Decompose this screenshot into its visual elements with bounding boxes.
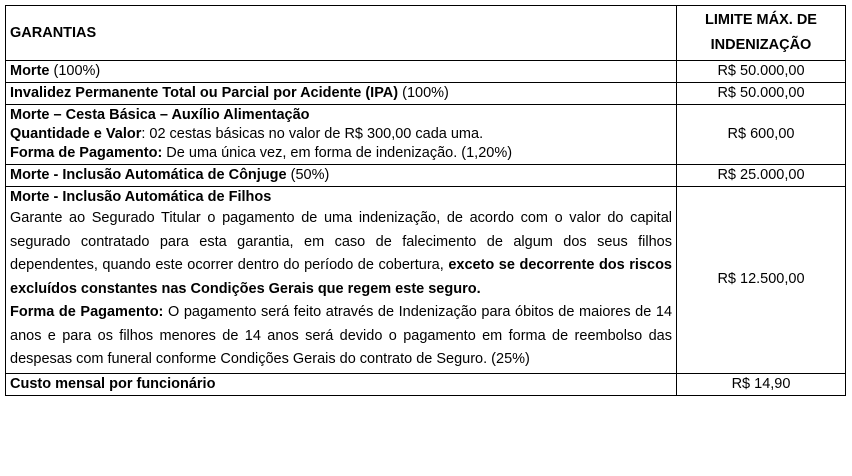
garantia-title: Morte – Cesta Básica – Auxílio Alimentação: [10, 107, 310, 123]
garantia-percent: (50%): [286, 167, 330, 183]
limite-value: R$ 25.000,00: [677, 165, 846, 187]
garantia-percent: (100%): [398, 85, 449, 101]
garantia-title: Morte - Inclusão Automática de Cônjuge: [10, 167, 287, 183]
table-row: [6, 165, 846, 187]
quantidade-valor-text: : 02 cestas básicas no valor de R$ 300,00 cada uma.: [141, 126, 484, 142]
table-row: [6, 105, 846, 165]
garantia-cell: [6, 187, 677, 374]
limite-header: [677, 6, 846, 61]
limite-header-line1: LIMITE MÁX. DE: [705, 12, 817, 28]
table-row: [6, 187, 846, 374]
garantia-title: Invalidez Permanente Total ou Parcial por Acidente (IPA): [10, 85, 399, 101]
garantia-cell: [6, 105, 677, 165]
table-row: [6, 373, 846, 395]
table-row: [6, 61, 846, 83]
forma-pagamento-line: [10, 144, 672, 163]
garantia-description: [10, 207, 672, 301]
garantia-cell: [6, 165, 677, 187]
limite-value: R$ 600,00: [677, 105, 846, 165]
table-header-row: [6, 6, 846, 61]
garantia-percent: (100%): [49, 63, 101, 79]
limite-header-line2: INDENIZAÇÃO: [710, 37, 812, 53]
custo-mensal-value: R$ 14,90: [677, 373, 846, 395]
forma-pagamento-text: O pagamento será feito através de Indenização para óbitos de maiores de 14 anos e para os filhos menores de 14 anos será devido o pagamento em forma de reembolso das despesas com funeral conforme Condições Gerais do contrato de Seguro. (25%): [10, 304, 673, 367]
garantia-description-text: Garante ao Segurado Titular o pagamento de uma indenização, de acordo com o valor do capital segurado contratado para esta garantia, em caso de falecimento de algum dos seus filhos dependentes, quando este ocorrer dentro do período de cobertura,: [10, 210, 672, 273]
garantia-cell: [6, 61, 677, 83]
limite-value: R$ 50.000,00: [677, 83, 846, 105]
quantidade-valor-line: [10, 125, 672, 144]
forma-pagamento-paragraph: [10, 301, 672, 372]
garantias-table: [5, 5, 846, 396]
garantia-exclusion-text: exceto se decorrente dos riscos excluídos constantes nas Condições Gerais que regem este seguro.: [10, 257, 672, 297]
garantia-title: Morte: [10, 63, 50, 79]
limite-value: R$ 50.000,00: [677, 61, 846, 83]
custo-mensal-label: Custo mensal por funcionário: [10, 375, 216, 392]
limite-value: R$ 12.500,00: [677, 187, 846, 374]
quantidade-valor-label: Quantidade e Valor: [10, 126, 142, 142]
table-row: [6, 83, 846, 105]
forma-pagamento-label: Forma de Pagamento:: [10, 145, 163, 161]
forma-pagamento-label: Forma de Pagamento:: [10, 304, 164, 320]
garantia-cell: [6, 373, 677, 395]
garantia-cell: [6, 83, 677, 105]
garantias-header: GARANTIAS: [6, 6, 677, 61]
garantia-title: Morte - Inclusão Automática de Filhos: [10, 189, 272, 205]
forma-pagamento-text: De uma única vez, em forma de indenização. (1,20%): [162, 145, 513, 161]
